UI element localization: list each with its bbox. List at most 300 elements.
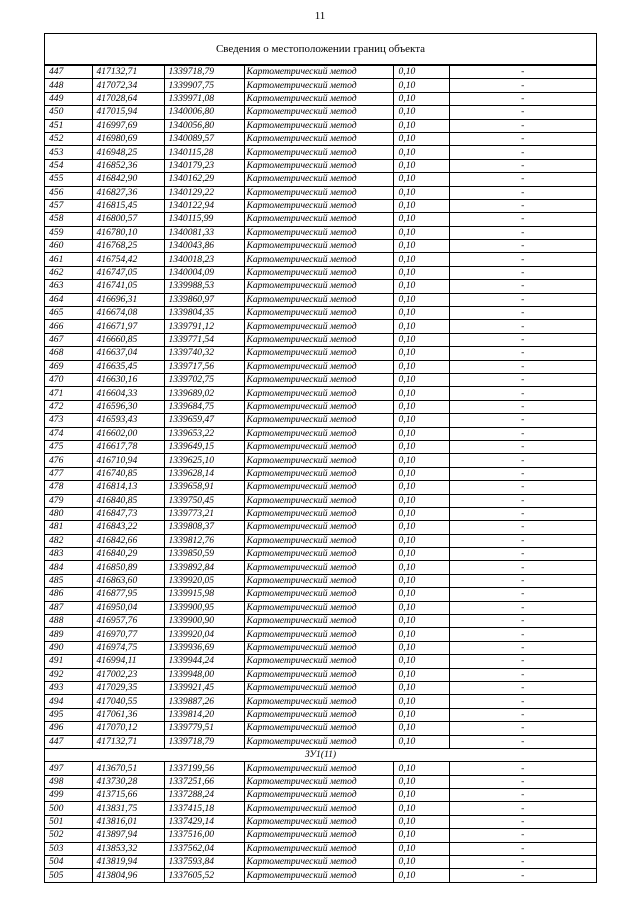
method-cell: Картометрический метод [244, 842, 393, 855]
table-row [45, 641, 596, 654]
point-number-cell: 481 [45, 521, 92, 534]
x-coordinate-cell: 416740,85 [92, 467, 164, 480]
point-number-cell: 456 [45, 186, 92, 199]
description-cell: - [449, 106, 596, 119]
point-number-cell: 471 [45, 387, 92, 400]
table-row [45, 655, 596, 668]
x-coordinate-cell: 416877,95 [92, 588, 164, 601]
description-cell: - [449, 681, 596, 694]
description-cell: - [449, 481, 596, 494]
x-coordinate-cell: 416950,04 [92, 601, 164, 614]
table-row [45, 574, 596, 587]
accuracy-cell: 0,10 [393, 655, 449, 668]
point-number-cell: 465 [45, 307, 92, 320]
y-coordinate-cell: 1339988,53 [164, 280, 244, 293]
table-row [45, 293, 596, 306]
point-number-cell: 483 [45, 548, 92, 561]
accuracy-cell: 0,10 [393, 373, 449, 386]
description-cell: - [449, 521, 596, 534]
y-coordinate-cell: 1339718,79 [164, 735, 244, 748]
y-coordinate-cell: 1340122,94 [164, 199, 244, 212]
y-coordinate-cell: 1339900,95 [164, 601, 244, 614]
description-cell: - [449, 615, 596, 628]
method-cell: Картометрический метод [244, 641, 393, 654]
x-coordinate-cell: 417029,35 [92, 681, 164, 694]
description-cell: - [449, 360, 596, 373]
accuracy-cell: 0,10 [393, 132, 449, 145]
accuracy-cell: 0,10 [393, 307, 449, 320]
point-number-cell: 447 [45, 735, 92, 748]
y-coordinate-cell: 1339773,21 [164, 507, 244, 520]
table-row [45, 615, 596, 628]
y-coordinate-cell: 1337251,66 [164, 775, 244, 788]
y-coordinate-cell: 1339915,98 [164, 588, 244, 601]
point-number-cell: 459 [45, 226, 92, 239]
method-cell: Картометрический метод [244, 628, 393, 641]
x-coordinate-cell: 416842,90 [92, 173, 164, 186]
description-cell: - [449, 79, 596, 92]
method-cell: Картометрический метод [244, 373, 393, 386]
accuracy-cell: 0,10 [393, 829, 449, 842]
y-coordinate-cell: 1339850,59 [164, 548, 244, 561]
point-number-cell: 457 [45, 199, 92, 212]
table-row [45, 601, 596, 614]
x-coordinate-cell: 416852,36 [92, 159, 164, 172]
description-cell: - [449, 320, 596, 333]
method-cell: Картометрический метод [244, 615, 393, 628]
accuracy-cell: 0,10 [393, 427, 449, 440]
y-coordinate-cell: 1339779,51 [164, 722, 244, 735]
accuracy-cell: 0,10 [393, 240, 449, 253]
table-row [45, 454, 596, 467]
description-cell: - [449, 280, 596, 293]
y-coordinate-cell: 1340056,80 [164, 119, 244, 132]
accuracy-cell: 0,10 [393, 92, 449, 105]
table-row [45, 829, 596, 842]
method-cell: Картометрический метод [244, 681, 393, 694]
point-number-cell: 469 [45, 360, 92, 373]
table-row [45, 199, 596, 212]
point-number-cell: 491 [45, 655, 92, 668]
description-cell: - [449, 226, 596, 239]
description-cell: - [449, 440, 596, 453]
description-cell: - [449, 414, 596, 427]
description-cell: - [449, 132, 596, 145]
accuracy-cell: 0,10 [393, 708, 449, 721]
accuracy-cell: 0,10 [393, 360, 449, 373]
description-cell: - [449, 119, 596, 132]
accuracy-cell: 0,10 [393, 494, 449, 507]
method-cell: Картометрический метод [244, 548, 393, 561]
table-row [45, 173, 596, 186]
x-coordinate-cell: 416948,25 [92, 146, 164, 159]
point-number-cell: 454 [45, 159, 92, 172]
x-coordinate-cell: 413819,94 [92, 856, 164, 869]
description-cell: - [449, 775, 596, 788]
x-coordinate-cell: 413670,51 [92, 762, 164, 775]
description-cell: - [449, 400, 596, 413]
method-cell: Картометрический метод [244, 494, 393, 507]
description-cell: - [449, 641, 596, 654]
accuracy-cell: 0,10 [393, 869, 449, 882]
method-cell: Картометрический метод [244, 735, 393, 748]
method-cell: Картометрический метод [244, 481, 393, 494]
y-coordinate-cell: 1339971,08 [164, 92, 244, 105]
description-cell: - [449, 454, 596, 467]
method-cell: Картометрический метод [244, 400, 393, 413]
x-coordinate-cell: 417015,94 [92, 106, 164, 119]
y-coordinate-cell: 1337562,04 [164, 842, 244, 855]
description-cell: - [449, 347, 596, 360]
table-row [45, 467, 596, 480]
x-coordinate-cell: 416997,69 [92, 119, 164, 132]
x-coordinate-cell: 413715,66 [92, 789, 164, 802]
point-number-cell: 501 [45, 815, 92, 828]
method-cell: Картометрический метод [244, 132, 393, 145]
method-cell: Картометрический метод [244, 146, 393, 159]
page-number: 11 [314, 10, 326, 22]
x-coordinate-cell: 416850,89 [92, 561, 164, 574]
accuracy-cell: 0,10 [393, 641, 449, 654]
x-coordinate-cell: 416635,45 [92, 360, 164, 373]
point-number-cell: 453 [45, 146, 92, 159]
x-coordinate-cell: 416617,78 [92, 440, 164, 453]
y-coordinate-cell: 1337605,52 [164, 869, 244, 882]
method-cell: Картометрический метод [244, 414, 393, 427]
y-coordinate-cell: 1339948,00 [164, 668, 244, 681]
section-row [45, 748, 596, 761]
point-number-cell: 492 [45, 668, 92, 681]
table-row [45, 507, 596, 520]
point-number-cell: 461 [45, 253, 92, 266]
point-number-cell: 497 [45, 762, 92, 775]
method-cell: Картометрический метод [244, 280, 393, 293]
accuracy-cell: 0,10 [393, 588, 449, 601]
x-coordinate-cell: 416994,11 [92, 655, 164, 668]
method-cell: Картометрический метод [244, 360, 393, 373]
accuracy-cell: 0,10 [393, 119, 449, 132]
y-coordinate-cell: 1339887,26 [164, 695, 244, 708]
point-number-cell: 450 [45, 106, 92, 119]
accuracy-cell: 0,10 [393, 293, 449, 306]
accuracy-cell: 0,10 [393, 106, 449, 119]
table-row [45, 561, 596, 574]
description-cell: - [449, 186, 596, 199]
x-coordinate-cell: 416741,05 [92, 280, 164, 293]
table-row [45, 92, 596, 105]
description-cell: - [449, 628, 596, 641]
table-row [45, 253, 596, 266]
table-row [45, 628, 596, 641]
point-number-cell: 467 [45, 333, 92, 346]
accuracy-cell: 0,10 [393, 253, 449, 266]
point-number-cell: 470 [45, 373, 92, 386]
x-coordinate-cell: 416674,08 [92, 307, 164, 320]
table-row [45, 280, 596, 293]
y-coordinate-cell: 1339808,37 [164, 521, 244, 534]
accuracy-cell: 0,10 [393, 815, 449, 828]
point-number-cell: 486 [45, 588, 92, 601]
accuracy-cell: 0,10 [393, 842, 449, 855]
accuracy-cell: 0,10 [393, 762, 449, 775]
y-coordinate-cell: 1337593,84 [164, 856, 244, 869]
table-row [45, 373, 596, 386]
point-number-cell: 463 [45, 280, 92, 293]
accuracy-cell: 0,10 [393, 521, 449, 534]
point-number-cell: 500 [45, 802, 92, 815]
y-coordinate-cell: 1340018,23 [164, 253, 244, 266]
table-row [45, 440, 596, 453]
description-cell: - [449, 829, 596, 842]
y-coordinate-cell: 1339900,90 [164, 615, 244, 628]
point-number-cell: 477 [45, 467, 92, 480]
coordinates-table-frame [44, 33, 597, 883]
description-cell: - [449, 66, 596, 79]
x-coordinate-cell: 417040,55 [92, 695, 164, 708]
table-row [45, 856, 596, 869]
y-coordinate-cell: 1340115,99 [164, 213, 244, 226]
y-coordinate-cell: 1337429,14 [164, 815, 244, 828]
description-cell: - [449, 467, 596, 480]
point-number-cell: 484 [45, 561, 92, 574]
accuracy-cell: 0,10 [393, 79, 449, 92]
method-cell: Картометрический метод [244, 173, 393, 186]
y-coordinate-cell: 1340081,33 [164, 226, 244, 239]
table-row [45, 132, 596, 145]
method-cell: Картометрический метод [244, 159, 393, 172]
description-cell: - [449, 856, 596, 869]
y-coordinate-cell: 1337415,18 [164, 802, 244, 815]
y-coordinate-cell: 1339625,10 [164, 454, 244, 467]
description-cell: - [449, 199, 596, 212]
method-cell: Картометрический метод [244, 66, 393, 79]
table-row [45, 548, 596, 561]
table-row [45, 119, 596, 132]
x-coordinate-cell: 417132,71 [92, 66, 164, 79]
description-cell: - [449, 601, 596, 614]
method-cell: Картометрический метод [244, 440, 393, 453]
y-coordinate-cell: 1339907,75 [164, 79, 244, 92]
table-row [45, 481, 596, 494]
x-coordinate-cell: 416780,10 [92, 226, 164, 239]
description-cell: - [449, 695, 596, 708]
method-cell: Картометрический метод [244, 668, 393, 681]
accuracy-cell: 0,10 [393, 601, 449, 614]
accuracy-cell: 0,10 [393, 213, 449, 226]
x-coordinate-cell: 416974,75 [92, 641, 164, 654]
method-cell: Картометрический метод [244, 869, 393, 882]
point-number-cell: 485 [45, 574, 92, 587]
table-row [45, 347, 596, 360]
point-number-cell: 475 [45, 440, 92, 453]
table-row [45, 588, 596, 601]
table-title: Сведения о местоположении границ объекта [45, 34, 596, 65]
accuracy-cell: 0,10 [393, 226, 449, 239]
description-cell: - [449, 762, 596, 775]
x-coordinate-cell: 417072,34 [92, 79, 164, 92]
method-cell: Картометрический метод [244, 815, 393, 828]
point-number-cell: 502 [45, 829, 92, 842]
x-coordinate-cell: 416840,29 [92, 548, 164, 561]
x-coordinate-cell: 413853,32 [92, 842, 164, 855]
point-number-cell: 449 [45, 92, 92, 105]
x-coordinate-cell: 416637,04 [92, 347, 164, 360]
table-row [45, 762, 596, 775]
accuracy-cell: 0,10 [393, 66, 449, 79]
accuracy-cell: 0,10 [393, 173, 449, 186]
method-cell: Картометрический метод [244, 507, 393, 520]
y-coordinate-cell: 1339702,75 [164, 373, 244, 386]
method-cell: Картометрический метод [244, 293, 393, 306]
table-row [45, 266, 596, 279]
x-coordinate-cell: 413730,28 [92, 775, 164, 788]
accuracy-cell: 0,10 [393, 454, 449, 467]
y-coordinate-cell: 1339944,24 [164, 655, 244, 668]
description-cell: - [449, 307, 596, 320]
method-cell: Картометрический метод [244, 79, 393, 92]
accuracy-cell: 0,10 [393, 615, 449, 628]
method-cell: Картометрический метод [244, 601, 393, 614]
accuracy-cell: 0,10 [393, 628, 449, 641]
method-cell: Картометрический метод [244, 199, 393, 212]
point-number-cell: 472 [45, 400, 92, 413]
y-coordinate-cell: 1340162,29 [164, 173, 244, 186]
table-row [45, 842, 596, 855]
accuracy-cell: 0,10 [393, 735, 449, 748]
table-row [45, 66, 596, 79]
x-coordinate-cell: 416847,73 [92, 507, 164, 520]
y-coordinate-cell: 1339628,14 [164, 467, 244, 480]
table-row [45, 320, 596, 333]
method-cell: Картометрический метод [244, 92, 393, 105]
x-coordinate-cell: 413831,75 [92, 802, 164, 815]
x-coordinate-cell: 416710,94 [92, 454, 164, 467]
accuracy-cell: 0,10 [393, 320, 449, 333]
method-cell: Картометрический метод [244, 695, 393, 708]
point-number-cell: 473 [45, 414, 92, 427]
point-number-cell: 455 [45, 173, 92, 186]
accuracy-cell: 0,10 [393, 574, 449, 587]
accuracy-cell: 0,10 [393, 414, 449, 427]
method-cell: Картометрический метод [244, 708, 393, 721]
y-coordinate-cell: 1339684,75 [164, 400, 244, 413]
description-cell: - [449, 240, 596, 253]
description-cell: - [449, 173, 596, 186]
x-coordinate-cell: 417028,64 [92, 92, 164, 105]
description-cell: - [449, 266, 596, 279]
description-cell: - [449, 293, 596, 306]
point-number-cell: 504 [45, 856, 92, 869]
table-row [45, 681, 596, 694]
y-coordinate-cell: 1339659,47 [164, 414, 244, 427]
accuracy-cell: 0,10 [393, 333, 449, 346]
description-cell: - [449, 507, 596, 520]
table-row [45, 802, 596, 815]
y-coordinate-cell: 1339920,04 [164, 628, 244, 641]
x-coordinate-cell: 413816,01 [92, 815, 164, 828]
point-number-cell: 460 [45, 240, 92, 253]
accuracy-cell: 0,10 [393, 507, 449, 520]
y-coordinate-cell: 1339812,76 [164, 534, 244, 547]
y-coordinate-cell: 1340089,57 [164, 132, 244, 145]
point-number-cell: 480 [45, 507, 92, 520]
method-cell: Картометрический метод [244, 347, 393, 360]
point-number-cell: 479 [45, 494, 92, 507]
coordinates-table [45, 65, 596, 882]
accuracy-cell: 0,10 [393, 789, 449, 802]
y-coordinate-cell: 1337288,24 [164, 789, 244, 802]
x-coordinate-cell: 417002,23 [92, 668, 164, 681]
point-number-cell: 447 [45, 66, 92, 79]
method-cell: Картометрический метод [244, 320, 393, 333]
table-row [45, 360, 596, 373]
method-cell: Картометрический метод [244, 467, 393, 480]
table-row [45, 79, 596, 92]
x-coordinate-cell: 416604,33 [92, 387, 164, 400]
point-number-cell: 496 [45, 722, 92, 735]
point-number-cell: 464 [45, 293, 92, 306]
x-coordinate-cell: 416754,42 [92, 253, 164, 266]
method-cell: Картометрический метод [244, 802, 393, 815]
point-number-cell: 474 [45, 427, 92, 440]
x-coordinate-cell: 416842,66 [92, 534, 164, 547]
table-row [45, 427, 596, 440]
method-cell: Картометрический метод [244, 253, 393, 266]
description-cell: - [449, 548, 596, 561]
description-cell: - [449, 534, 596, 547]
point-number-cell: 488 [45, 615, 92, 628]
table-row [45, 695, 596, 708]
x-coordinate-cell: 417132,71 [92, 735, 164, 748]
accuracy-cell: 0,10 [393, 159, 449, 172]
table-row [45, 106, 596, 119]
description-cell: - [449, 802, 596, 815]
table-row [45, 815, 596, 828]
description-cell: - [449, 574, 596, 587]
point-number-cell: 493 [45, 681, 92, 694]
y-coordinate-cell: 1340115,28 [164, 146, 244, 159]
point-number-cell: 499 [45, 789, 92, 802]
table-row [45, 400, 596, 413]
x-coordinate-cell: 416815,45 [92, 199, 164, 212]
point-number-cell: 478 [45, 481, 92, 494]
point-number-cell: 476 [45, 454, 92, 467]
accuracy-cell: 0,10 [393, 534, 449, 547]
table-row [45, 414, 596, 427]
y-coordinate-cell: 1339750,45 [164, 494, 244, 507]
accuracy-cell: 0,10 [393, 146, 449, 159]
method-cell: Картометрический метод [244, 588, 393, 601]
table-row [45, 333, 596, 346]
accuracy-cell: 0,10 [393, 695, 449, 708]
y-coordinate-cell: 1339649,15 [164, 440, 244, 453]
method-cell: Картометрический метод [244, 307, 393, 320]
method-cell: Картометрический метод [244, 427, 393, 440]
point-number-cell: 482 [45, 534, 92, 547]
y-coordinate-cell: 1339689,02 [164, 387, 244, 400]
method-cell: Картометрический метод [244, 387, 393, 400]
table-row [45, 146, 596, 159]
description-cell: - [449, 253, 596, 266]
table-row [45, 789, 596, 802]
x-coordinate-cell: 417061,36 [92, 708, 164, 721]
method-cell: Картометрический метод [244, 655, 393, 668]
method-cell: Картометрический метод [244, 226, 393, 239]
table-row [45, 735, 596, 748]
method-cell: Картометрический метод [244, 722, 393, 735]
method-cell: Картометрический метод [244, 534, 393, 547]
x-coordinate-cell: 416593,43 [92, 414, 164, 427]
